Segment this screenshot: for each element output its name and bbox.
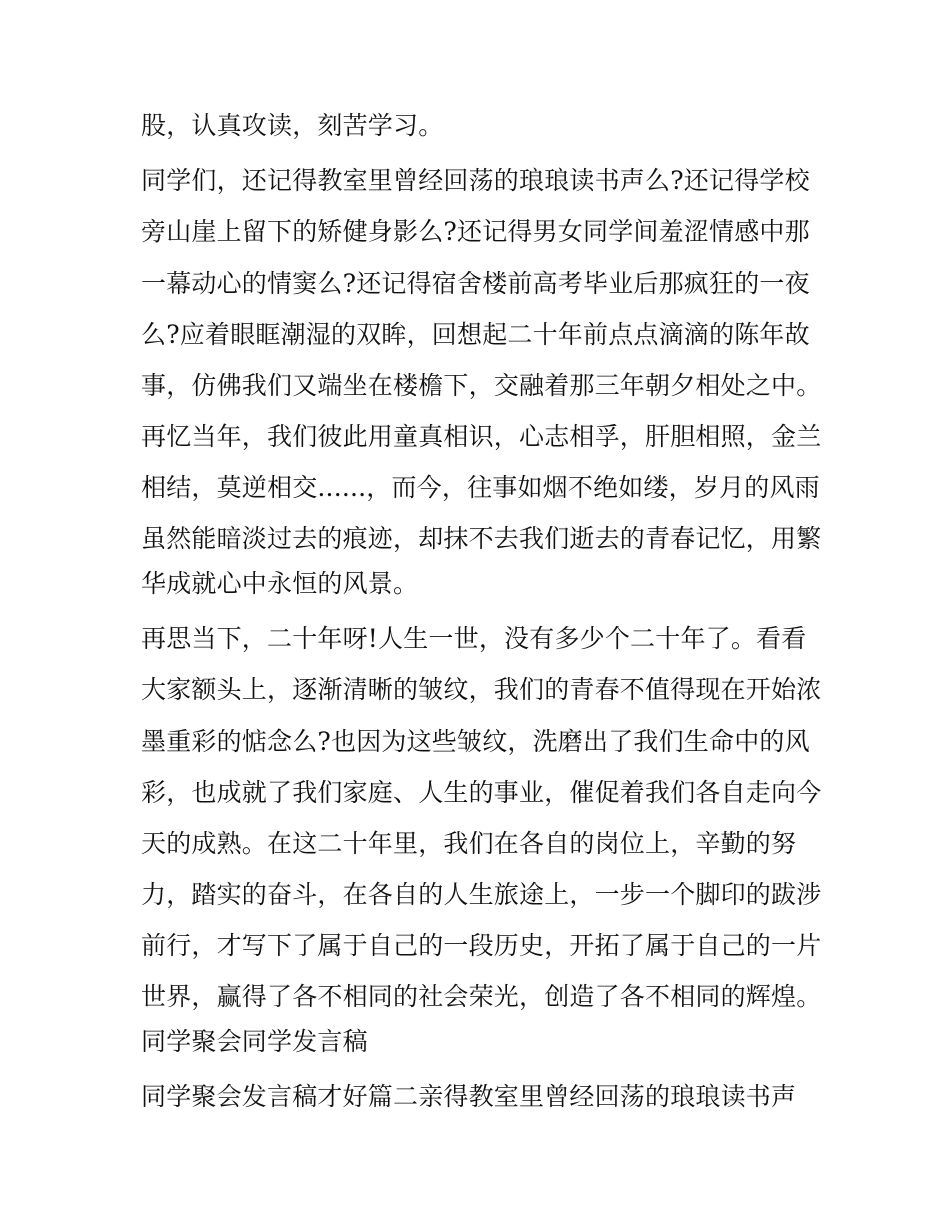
text-line: 再忆当年，我们彼此用童真相识，心志相孚，肝胆相照，金兰 bbox=[141, 422, 822, 451]
text-line: 世界，赢得了各不相同的社会荣光，创造了各不相同的辉煌。 bbox=[141, 982, 822, 1011]
section-heading: 同学聚会同学发言稿 bbox=[141, 1027, 368, 1056]
text-line: 彩，也成就了我们家庭、人生的事业，催促着我们各自走向今 bbox=[141, 778, 822, 807]
text-line: 事，仿佛我们又端坐在楼檐下，交融着那三年朝夕相处之中。 bbox=[141, 371, 822, 400]
text-line: 华成就心中永恒的风景。 bbox=[141, 569, 419, 598]
text-line: 同学聚会发言稿才好篇二亲得教室里曾经回荡的琅琅读书声 bbox=[141, 1082, 797, 1111]
text-line: 大家额头上，逐渐清晰的皱纹，我们的青春不值得现在开始浓 bbox=[141, 675, 822, 704]
text-line: 前行，才写下了属于自己的一段历史，开拓了属于自己的一片 bbox=[141, 931, 822, 960]
text-line: 力，踏实的奋斗，在各自的人生旅途上，一步一个脚印的跋涉 bbox=[141, 880, 822, 909]
text-line: 相结，莫逆相交......，而今，往事如烟不绝如缕，岁月的风雨 bbox=[141, 473, 820, 502]
text-line: 墨重彩的惦念么?也因为这些皱纹，洗磨出了我们生命中的风 bbox=[141, 727, 810, 756]
text-line: 同学们，还记得教室里曾经回荡的琅琅读书声么?还记得学校 bbox=[141, 166, 810, 195]
text-line: 一幕动心的情窦么?还记得宿舍楼前高考毕业后那疯狂的一夜 bbox=[141, 269, 810, 298]
text-line: 股，认真攻读，刻苦学习。 bbox=[141, 111, 444, 140]
text-line: 天的成熟。在这二十年里，我们在各自的岗位上，辛勤的努 bbox=[141, 829, 797, 858]
text-line: 么?应着眼眶潮湿的双眸，回想起二十年前点点滴滴的陈年故 bbox=[141, 320, 810, 349]
text-line: 再思当下，二十年呀!人生一世，没有多少个二十年了。看看 bbox=[141, 624, 807, 653]
text-line: 旁山崖上留下的矫健身影么?还记得男女同学间羞涩情感中那 bbox=[141, 217, 810, 246]
text-line: 虽然能暗淡过去的痕迹，却抹不去我们逝去的青春记忆，用繁 bbox=[141, 524, 822, 553]
